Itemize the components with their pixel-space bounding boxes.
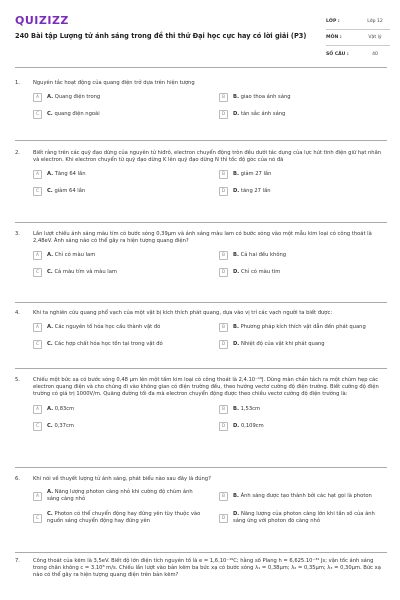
option-c[interactable] — [33, 187, 201, 196]
option-letter-box: A — [33, 405, 42, 414]
question-5 — [15, 377, 387, 431]
option-letter-box: D — [219, 340, 228, 349]
option-prefix: B. — [233, 171, 239, 178]
option-b[interactable] — [219, 489, 387, 503]
option-prefix: D. — [233, 111, 240, 118]
question-divider — [15, 302, 387, 303]
option-letter-box: D — [219, 110, 228, 119]
option-a[interactable] — [33, 323, 201, 332]
option-text: Nhiệt độ của vật khi phát quang — [240, 341, 325, 348]
option-text: 0,109cm — [240, 422, 264, 429]
question-divider — [15, 368, 387, 369]
option-text: giảm 27 lần — [240, 171, 272, 178]
meta-key: SỐ CÂU : — [326, 51, 349, 57]
option-prefix: D. — [233, 422, 240, 429]
option-text: 0,37cm — [54, 422, 74, 429]
option-prefix: A. — [47, 405, 54, 412]
option-d[interactable] — [219, 268, 387, 277]
meta-value: Lớp 12 — [367, 19, 383, 24]
option-letter-box: B — [219, 405, 228, 414]
option-text: quang điện ngoài — [54, 111, 100, 118]
option-prefix: B. — [233, 324, 239, 331]
option-text: Cả hai đều không — [240, 252, 287, 259]
option-text: Phương pháp kích thích vật dẫn đến phát quang — [240, 324, 366, 331]
option-prefix: A. — [47, 324, 54, 331]
option-prefix: A. — [47, 252, 54, 259]
option-a[interactable] — [33, 489, 201, 503]
option-prefix: B. — [233, 252, 239, 259]
option-letter-box: D — [219, 268, 228, 277]
option-letter-box: A — [33, 251, 42, 260]
option-letter-box: C — [33, 187, 42, 196]
option-letter-box: C — [33, 514, 42, 523]
question-number: 1. — [15, 80, 20, 86]
question-divider — [15, 467, 387, 468]
header-divider — [15, 67, 387, 68]
question-text: Khi ta nghiên cứu quang phổ vạch của một vật bị kích thích phát quang, dựa vào vị trí các vạch người ta biết được: — [33, 310, 333, 316]
option-d[interactable] — [219, 187, 387, 196]
option-b[interactable] — [219, 323, 387, 332]
option-letter-box: B — [219, 93, 228, 102]
option-text: Cả màu tím và màu lam — [54, 269, 117, 276]
option-c[interactable] — [33, 511, 201, 525]
option-prefix: B. — [233, 492, 239, 499]
option-text: Các nguyên tố hóa học cấu thành vật đó — [54, 324, 161, 331]
option-prefix: C. — [47, 422, 53, 429]
question-1 — [15, 80, 387, 119]
option-b[interactable] — [219, 251, 387, 260]
meta-row-count — [326, 46, 390, 62]
question-text: Công thoát của kẽm là 3,5eV. Biết độ lớn điện tích nguyên tố là e = 1,6.10⁻¹⁹C; hằng số Plang h = 6,625.10⁻³⁴ Js; vận tốc ánh sáng trong chân không c = 3.10⁸ m/s. Chiếu lần lượt vào bản kẽm ba bức xạ có bước sóng λ₁ = 0,38μm; λ₂ = 0,35μm; λ₃ = 0,30μm. Bức xạ nào có thể gây ra hiện tượng quang điện trên bản kẽm? — [33, 558, 381, 579]
meta-value: Vật lý — [368, 35, 382, 40]
option-a[interactable] — [33, 93, 201, 102]
option-prefix: A. — [47, 489, 54, 496]
option-letter-box: A — [33, 93, 42, 102]
question-4 — [15, 310, 387, 349]
option-b[interactable] — [219, 170, 387, 179]
option-letter-box: B — [219, 170, 228, 179]
option-prefix: A. — [47, 171, 54, 178]
meta-value: 40 — [372, 51, 378, 57]
option-text: Chỉ có màu lam — [54, 252, 96, 259]
question-text: Chiếu một bức xạ có bước sóng 0,48 μm lên một tấm kim loại có công thoát là 2,4.10⁻¹⁹J. Dùng màn chắn tách ra một chùm hẹp các electron quang điện và cho chúng đi vào không gian có điện trường đều, theo hướng vectơ cường độ điện trường. Biết cường độ điện trường có giá trị 1000V/m. Quãng đường tối đa mà electron chuyển động được theo chiều vectơ cường độ điện trường là: — [33, 377, 379, 398]
meta-table — [326, 14, 390, 62]
option-letter-box: D — [219, 187, 228, 196]
option-d[interactable] — [219, 422, 387, 431]
option-prefix: C. — [47, 341, 53, 348]
option-a[interactable] — [33, 405, 201, 414]
option-d[interactable] — [219, 511, 387, 525]
option-letter-box: B — [219, 251, 228, 260]
option-d[interactable] — [219, 340, 387, 349]
option-d[interactable] — [219, 110, 387, 119]
question-number: 3. — [15, 231, 20, 237]
question-2 — [15, 150, 387, 196]
question-text: Biết rằng trên các quỹ đạo dừng của nguyên tử hiđrô, electron chuyển động tròn đều dưới tác dụng của lực hút tĩnh điện giữ hạt nhân và electron. Khi electron chuyển từ quỹ đạo dừng K lên quỹ đạo dừng N thì tốc độ góc của nó đã — [33, 150, 382, 164]
option-prefix: B. — [233, 94, 239, 101]
option-letter-box: C — [33, 110, 42, 119]
option-c[interactable] — [33, 422, 201, 431]
option-letter-box: A — [33, 170, 42, 179]
quizizz-logo: QUIZIZZ — [15, 14, 69, 27]
meta-key: LỚP : — [326, 19, 340, 24]
question-divider — [15, 222, 387, 223]
question-7 — [15, 558, 387, 580]
option-text: Ánh sáng được tạo thành bởi các hạt gọi là photon — [240, 492, 372, 499]
option-text: tán sắc ánh sáng — [240, 111, 286, 118]
option-text: tăng 27 lần — [240, 188, 271, 195]
option-a[interactable] — [33, 170, 201, 179]
option-letter-box: B — [219, 323, 228, 332]
option-prefix: C. — [47, 111, 53, 118]
option-prefix: D. — [233, 341, 240, 348]
option-a[interactable] — [33, 251, 201, 260]
option-text: Photon có thể chuyển động hay đứng yên tùy thuộc vào nguồn sáng chuyển động hay đứng yên — [47, 511, 201, 525]
option-text: Năng lượng của photon càng lớn khi tần số của ánh sáng ứng với photon đó càng nhỏ — [233, 511, 375, 525]
option-text: Chỉ có màu tím — [240, 269, 281, 276]
question-divider — [15, 140, 387, 141]
option-letter-box: D — [219, 514, 228, 523]
option-letter-box: C — [33, 422, 42, 431]
option-text: Các hợp chất hóa học tồn tại trong vật đó — [54, 341, 163, 348]
option-prefix: B. — [233, 405, 239, 412]
page-title: 240 Bài tập Lượng tử ánh sáng trong đề thi thử Đại học cực hay có lời giải (P3) — [15, 32, 307, 40]
option-text: giảm 64 lần — [54, 188, 86, 195]
option-prefix: C. — [47, 188, 53, 195]
question-number: 2. — [15, 150, 20, 156]
option-text: Tăng 64 lần — [54, 171, 86, 178]
header — [0, 0, 400, 70]
option-prefix: D. — [233, 511, 240, 518]
meta-row-subject — [326, 30, 390, 46]
option-b[interactable] — [219, 405, 387, 414]
question-divider — [15, 552, 387, 553]
option-prefix: A. — [47, 94, 54, 101]
question-6 — [15, 476, 387, 525]
question-number: 7. — [15, 558, 20, 564]
option-text: 1,53cm — [240, 405, 261, 412]
question-text: Khi nói về thuyết lượng tử ánh sáng, phát biểu nào sau đây là đúng? — [33, 476, 211, 482]
option-b[interactable] — [219, 93, 387, 102]
option-prefix: C. — [47, 511, 53, 518]
option-letter-box: B — [219, 492, 228, 501]
option-c[interactable] — [33, 110, 201, 119]
question-number: 4. — [15, 310, 20, 316]
option-prefix: C. — [47, 269, 53, 276]
question-text: Nguyên tắc hoạt động của quang điện trở dựa trên hiện tượng — [33, 80, 195, 86]
option-letter-box: C — [33, 268, 42, 277]
option-text: Năng lượng photon càng nhỏ khi cường độ chùm ánh sáng càng nhỏ — [47, 489, 193, 503]
option-c[interactable] — [33, 268, 201, 277]
question-number: 5. — [15, 377, 20, 383]
option-prefix: D. — [233, 269, 240, 276]
question-number: 6. — [15, 476, 20, 482]
option-prefix: D. — [233, 188, 240, 195]
option-letter-box: C — [33, 340, 42, 349]
option-c[interactable] — [33, 340, 201, 349]
question-3 — [15, 231, 387, 277]
option-letter-box: A — [33, 492, 42, 501]
option-letter-box: A — [33, 323, 42, 332]
option-text: Quang điện trong — [54, 94, 101, 101]
meta-row-class — [326, 14, 390, 30]
option-letter-box: D — [219, 422, 228, 431]
option-text: giao thoa ánh sáng — [240, 94, 291, 101]
meta-key: MÔN : — [326, 35, 342, 40]
option-text: 0,83cm — [54, 405, 75, 412]
question-text: Lần lượt chiếu ánh sáng màu tím có bước sóng 0,39μm và ánh sáng màu lam có bước sóng vào một mẫu kim loại có công thoát là 2,48eV. Ánh sáng nào có thể gây ra hiện tượng quang điện? — [33, 231, 372, 245]
